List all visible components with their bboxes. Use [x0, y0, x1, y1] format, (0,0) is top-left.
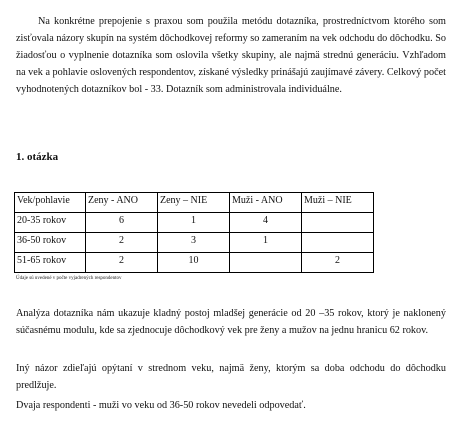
question-heading: 1. otázka — [16, 151, 59, 163]
header-cell: Zeny – NIE — [158, 193, 230, 213]
header-cell: Muži - ANO — [230, 193, 302, 213]
opinion-paragraph: Iný názor zdieľajú opýtaní v strednom veku, najmä ženy, ktorým sa doba odchodu do dôchodku predlžuje. — [16, 363, 446, 392]
table-cell — [302, 233, 374, 253]
table-cell: 6 — [86, 213, 158, 233]
table-cell: 2 — [86, 233, 158, 253]
table-cell — [230, 253, 302, 273]
table-cell: 10 — [158, 253, 230, 273]
results-table — [14, 192, 374, 273]
intro-paragraph: Na konkrétne prepojenie s praxou som použila metódu dotazníka, prostredníctvom ktorého som zisťovala názory skupín na systém dôchodkovej reformy so zameraním na vek odchodu do dôchodku. So žiadosťou o vyplnenie dotazníka som oslovila všetky skupiny, ale najmä strednú generáciu. Vzhľadom na vek a pohlavie oslovených respondentov, získané výsledky prinášajú zaujímavé závery. Celkový počet vyhodnotených dotazníkov bol - 33. Dotazník som administrovala individuálne. — [16, 16, 446, 96]
table-header-row — [15, 193, 374, 213]
table-cell — [302, 213, 374, 233]
header-cell: Zeny - ANO — [86, 193, 158, 213]
table-cell: 2 — [86, 253, 158, 273]
table-cell: 51-65 rokov — [15, 253, 86, 273]
header-cell: Vek/pohlavie — [15, 193, 86, 213]
table-note: Údaje sú uvedené v počte vyjadrených respondentov — [16, 276, 122, 281]
header-cell: Muži – NIE — [302, 193, 374, 213]
table-cell: 2 — [302, 253, 374, 273]
table-cell: 4 — [230, 213, 302, 233]
table-cell: 1 — [230, 233, 302, 253]
final-paragraph: Dvaja respondenti - muži vo veku od 36-50 rokov nevedeli odpovedať. — [16, 400, 306, 411]
table-cell: 20-35 rokov — [15, 213, 86, 233]
table-row — [15, 213, 374, 233]
table-row — [15, 253, 374, 273]
analysis-paragraph: Analýza dotazníka nám ukazuje kladný postoj mladšej generácie od 20 –35 rokov, ktorý je naklonený súčasnému modulu, kde sa zjednocuje dôchodkový vek pre ženy a mužov na jednu hranicu 62 rokov. — [16, 308, 446, 337]
table-cell: 3 — [158, 233, 230, 253]
table-cell: 1 — [158, 213, 230, 233]
table-row — [15, 233, 374, 253]
table-cell: 36-50 rokov — [15, 233, 86, 253]
